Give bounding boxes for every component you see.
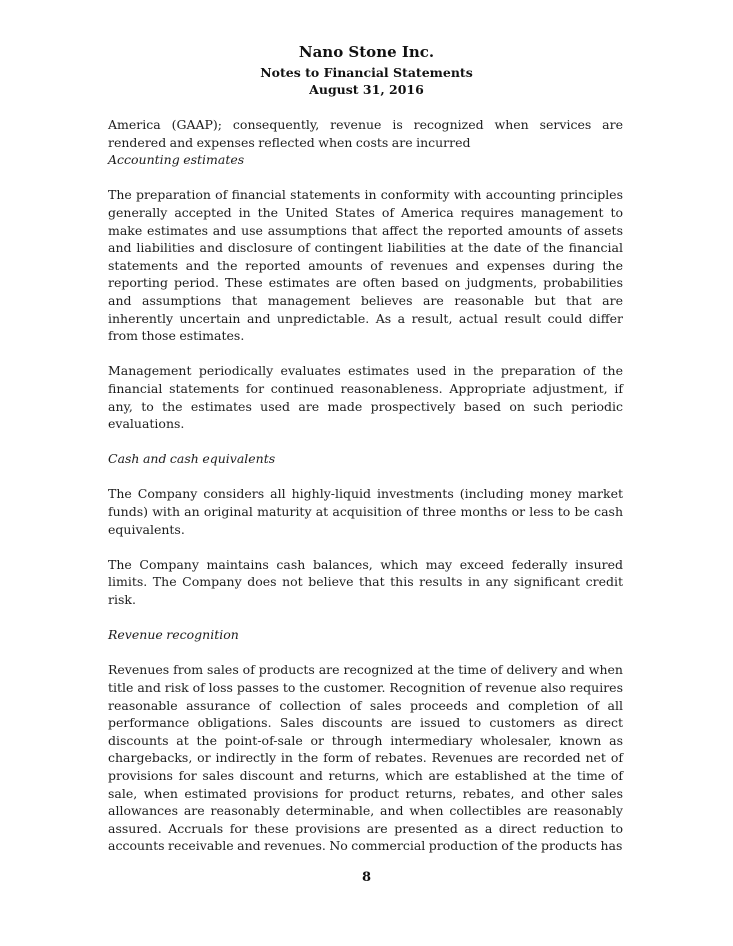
cash-equivalents-heading: Cash and cash equivalents bbox=[108, 451, 276, 467]
intro-paragraph: America (GAAP); consequently, revenue is recognized when services are rendered and expenses reflected when costs are incurred bbox=[108, 117, 623, 150]
accounting-estimates-heading: Accounting estimates bbox=[108, 152, 245, 168]
statement-date: August 31, 2016 bbox=[309, 82, 424, 97]
accounting-estimates-paragraph-1: The preparation of financial statements in conformity with accounting principles generally accepted in the United States of America requires management to make estimates and use assumptions that affect the reported amounts of assets and liabilities and disclosure of contingent liabilities at the date of the financial statements and the reported amounts of revenues and expenses during the reporting period. These estimates are often based on judgments, probabilities and assumptions that management believes are reasonable but that are inherently uncertain and unpredictable. As a result, actual result could differ from those estimates. bbox=[108, 187, 623, 344]
document-title: Notes to Financial Statements bbox=[260, 65, 473, 80]
company-name: Nano Stone Inc. bbox=[298, 43, 435, 61]
page-number: 8 bbox=[361, 870, 372, 885]
notes-body bbox=[108, 116, 623, 855]
cash-equivalents-paragraph-1: The Company considers all highly-liquid investments (including money market funds) with an original maturity at acquisition of three months or less to be cash equivalents. bbox=[108, 486, 623, 537]
revenue-recognition-heading: Revenue recognition bbox=[108, 627, 239, 643]
revenue-recognition-paragraph: Revenues from sales of products are recognized at the time of delivery and when title and risk of loss passes to the customer. Recognition of revenue also requires reasonable assurance of collection of sales proceeds and completion of all performance obligations. Sales discounts are issued to customers as direct discounts at the point-of-sale or through intermediary wholesaler, known as chargebacks, or indirectly in the form of rebates. Revenues are recorded net of provisions for sales discount and returns, which are established at the time of sale, when estimated provisions for product returns, rebates, and other sales allowances are reasonably determinable, and when collectibles are reasonably assured. Accruals for these provisions are presented as a direct reduction to accounts receivable and revenues. No commercial production of the products has bbox=[108, 662, 623, 854]
cash-equivalents-paragraph-2: The Company maintains cash balances, which may exceed federally insured limits. The Company does not believe that this results in any significant credit risk. bbox=[108, 556, 623, 608]
accounting-estimates-paragraph-2: Management periodically evaluates estimates used in the preparation of the financial statements for continued reasonableness. Appropriate adjustment, if any, to the estimates used are made prospectively based on such periodic evaluations. bbox=[108, 363, 623, 432]
